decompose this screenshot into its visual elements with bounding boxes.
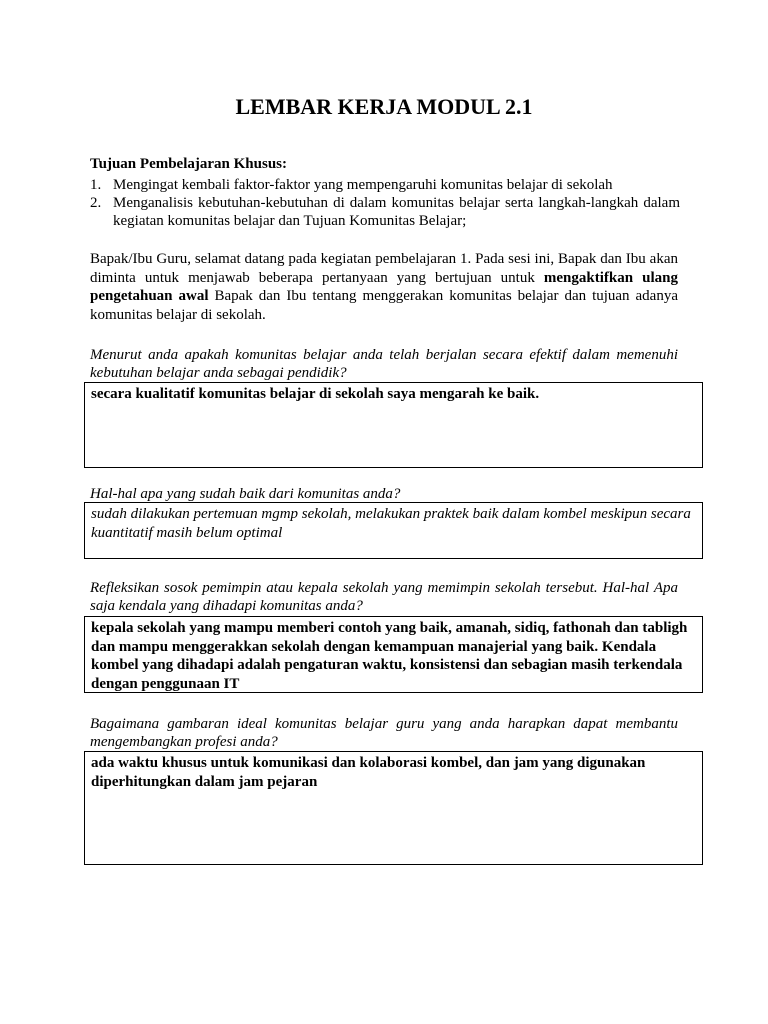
answer-box-1[interactable]: secara kualitatif komunitas belajar di sekolah saya mengarah ke baik. (84, 382, 703, 468)
objectives-heading: Tujuan Pembelajaran Khusus: (90, 156, 287, 172)
objective-item (90, 176, 680, 194)
question-1: Menurut anda apakah komunitas belajar anda telah berjalan secara efektif dalam memenuhi kebutuhan belajar anda sebagai pendidik? (90, 347, 678, 381)
intro-text-end: Bapak dan Ibu tentang menggerakan komunitas belajar dan tujuan adanya komunitas belajar di sekolah. (90, 288, 679, 323)
question-4: Bagaimana gambaran ideal komunitas belajar guru yang anda harapkan dapat membantu mengembangkan profesi anda? (90, 716, 678, 750)
intro-text-start: Bapak/Ibu Guru, selamat datang pada kegiatan pembelajaran 1. Pada sesi ini, Bapak dan Ibu akan diminta untuk menjawab beberapa pertanyaan yang bertujuan untuk (90, 251, 678, 286)
question-3: Refleksikan sosok pemimpin atau kepala sekolah yang memimpin sekolah tersebut. Hal-hal Apa saja kendala yang dihadapi komunitas anda? (90, 580, 678, 614)
answer-box-3[interactable]: kepala sekolah yang mampu memberi contoh yang baik, amanah, sidiq, fathonah dan tabligh dan mampu menggerakkan sekolah dengan kemampuan manajerial yang baik. Kendala kombel yang dihadapi adalah pengaturan waktu, konsistensi dan sebagian masih terkendala dengan penggunaan IT (84, 616, 703, 693)
answer-box-2[interactable]: sudah dilakukan pertemuan mgmp sekolah, melakukan praktek baik dalam kombel meskipun secara kuantitatif masih belum optimal (84, 502, 703, 559)
objective-number: 1. (90, 177, 102, 193)
objective-text: Mengingat kembali faktor-faktor yang mempengaruhi komunitas belajar di sekolah (113, 177, 613, 193)
intro-emphasis: mengaktifkan ulang pengetahuan awal (90, 269, 678, 304)
objective-text: Menganalisis kebutuhan-kebutuhan di dalam komunitas belajar serta langkah-langkah dalam kegiatan komunitas belajar dan Tujuan Komunitas Belajar; (113, 195, 680, 229)
answer-box-4[interactable]: ada waktu khusus untuk komunikasi dan kolaborasi kombel, dan jam yang digunakan diperhitungkan dalam jam pejaran (84, 751, 703, 865)
objective-number: 2. (90, 195, 102, 211)
objectives-list (90, 176, 680, 230)
question-2: Hal-hal apa yang sudah baik dari komunitas anda? (90, 486, 401, 502)
page-title: LEMBAR KERJA MODUL 2.1 (235, 94, 533, 119)
objective-item (90, 194, 680, 230)
intro-paragraph (90, 250, 678, 324)
